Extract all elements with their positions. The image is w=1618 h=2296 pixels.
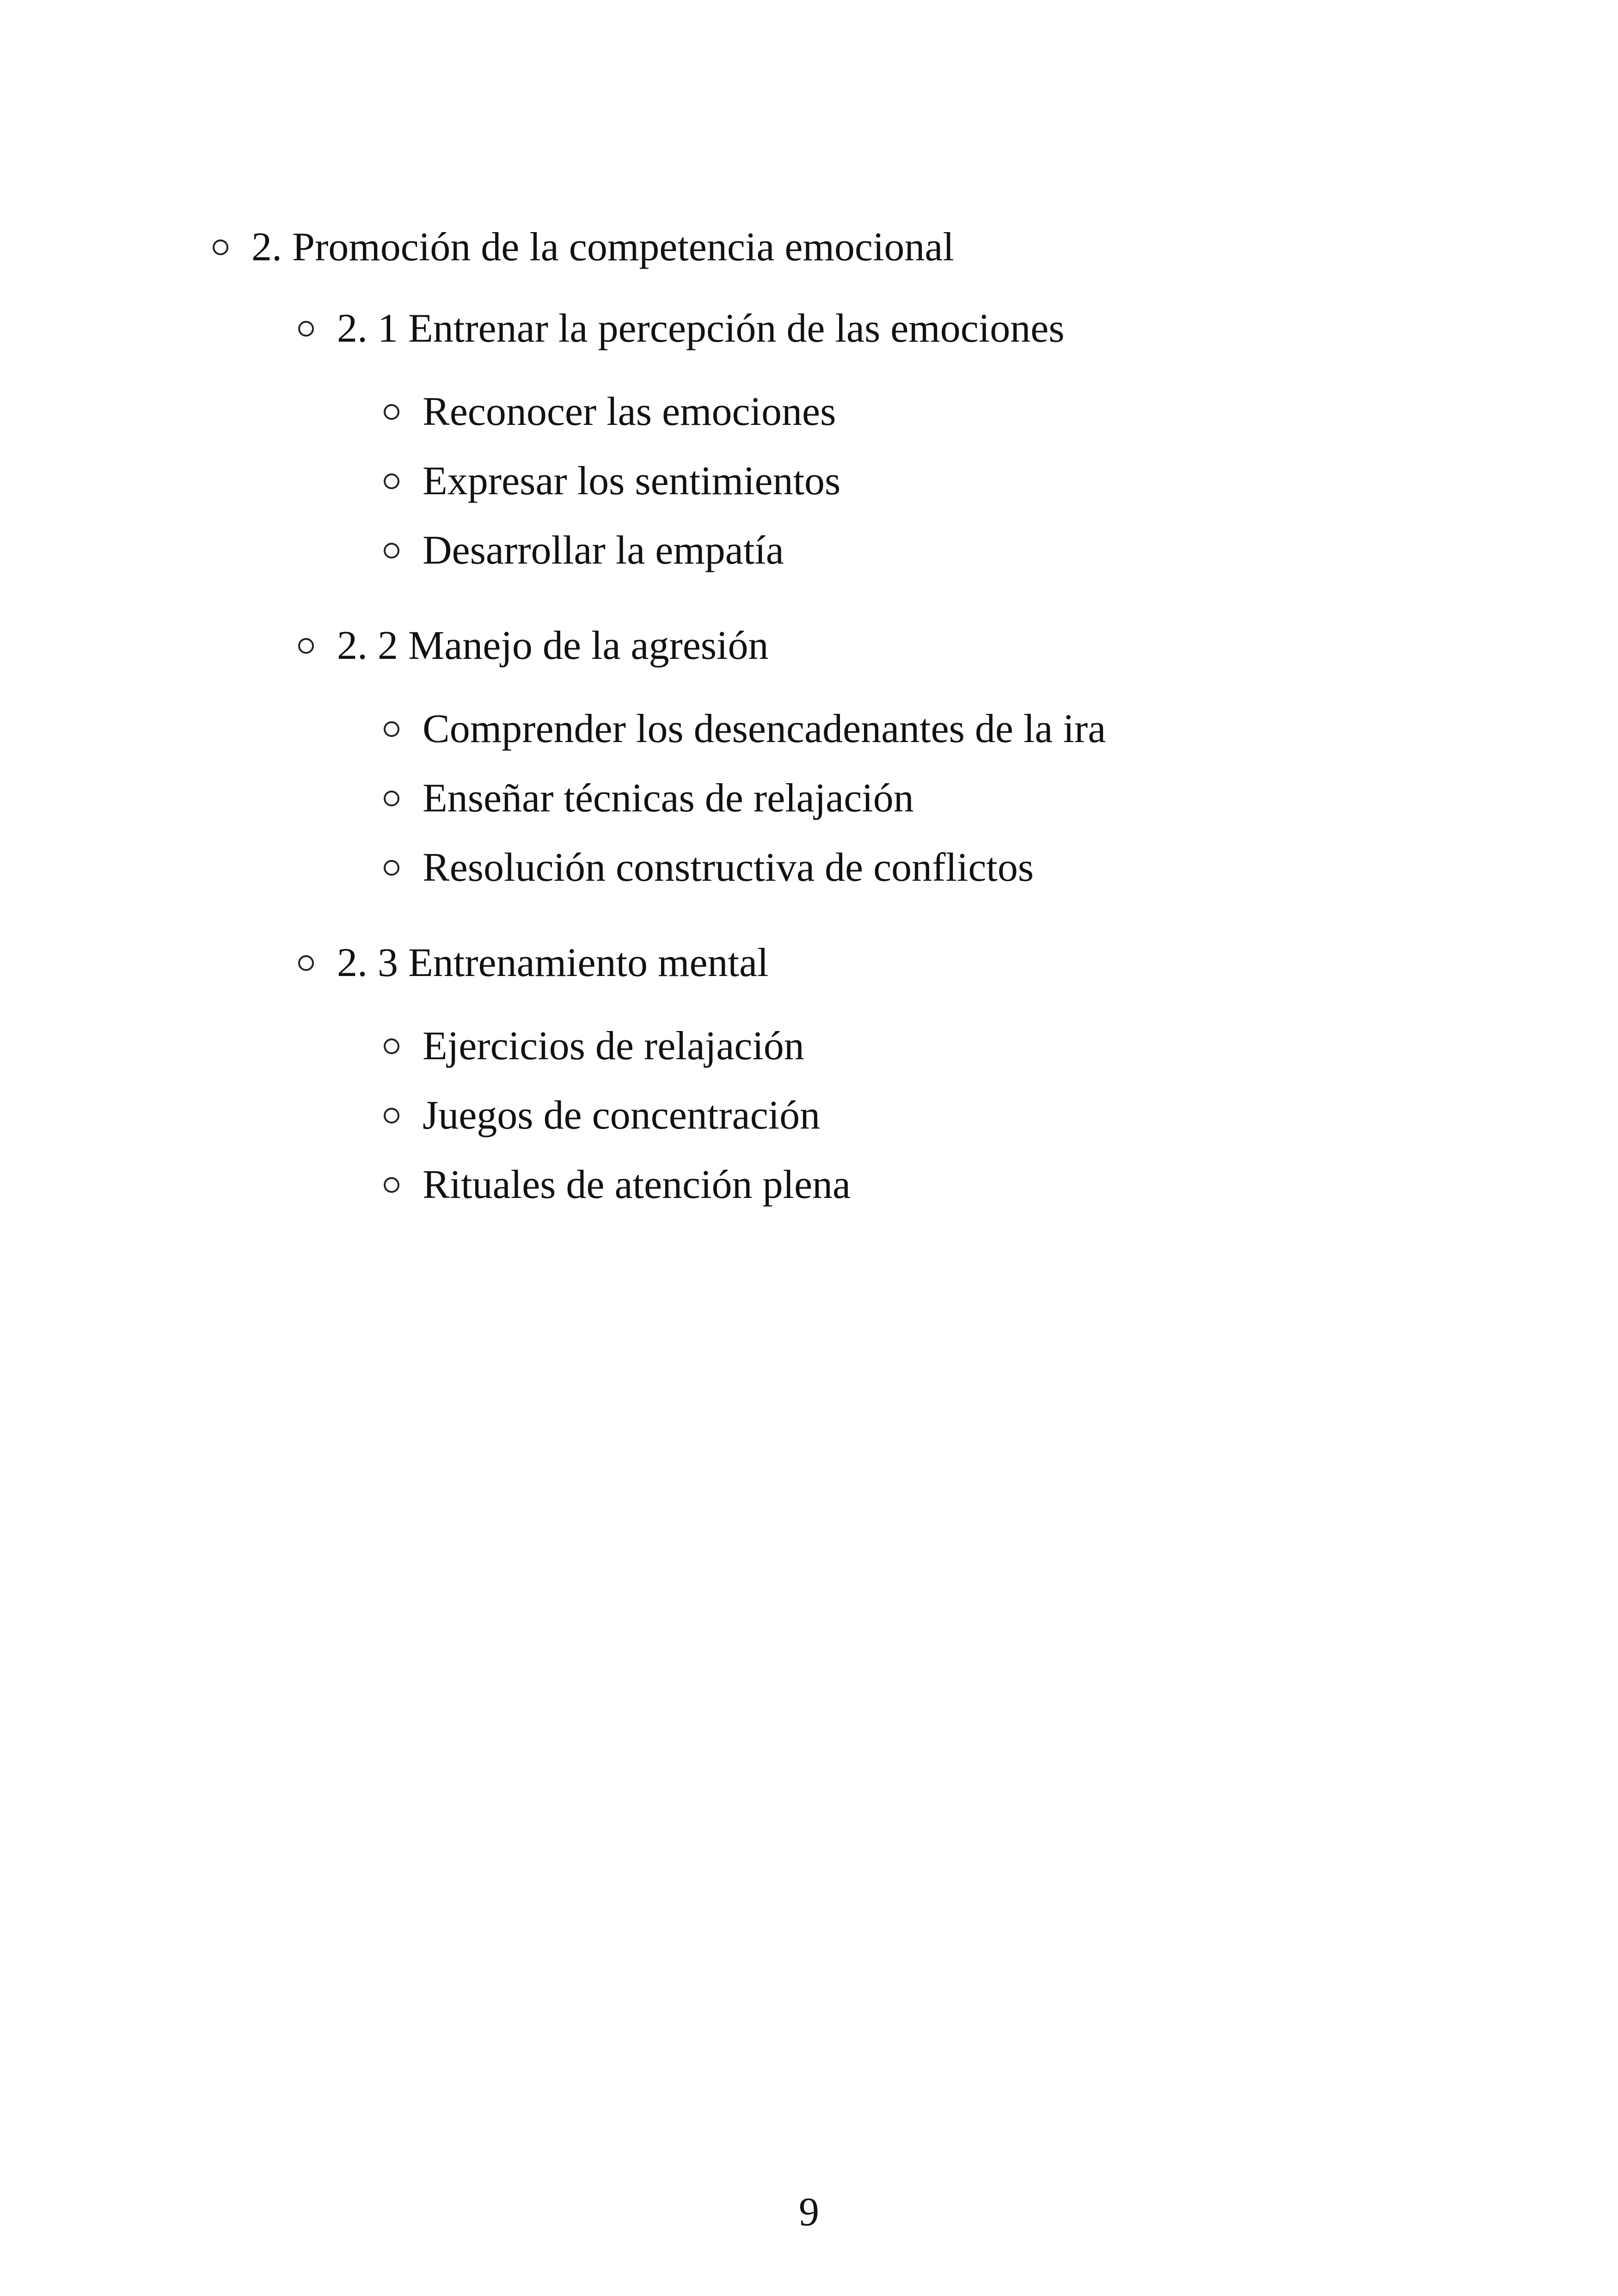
outline-list-item [384,704,1461,755]
outline-list-item [384,1160,1461,1210]
section-title: 2. 2 Manejo de la agresión [337,623,769,668]
list-item-text: Enseñar técnicas de relajación [423,776,914,821]
list-item-text: Desarrollar la empatía [423,528,784,573]
section-title: 2. 3 Entrenamiento mental [337,940,769,985]
outline-list-item [384,842,1461,893]
hollow-bullet-icon [384,860,399,876]
outline-section-heading [298,938,1461,988]
list-item-text: Expresar los sentimientos [423,459,841,503]
hollow-bullet-icon [384,721,399,737]
list-item-text: Ejercicios de relajación [423,1024,804,1068]
outline-list-item [384,1090,1461,1141]
main-item-text: 2. Promoción de la competencia emocional [251,225,954,270]
list-item-text: Reconocer las emociones [423,389,836,434]
outline-list-item [384,387,1461,437]
hollow-bullet-icon [298,321,314,337]
hollow-bullet-icon [384,791,399,806]
section-title: 2. 1 Entrenar la percepción de las emociones [337,306,1065,351]
list-item-text: Resolución constructiva de conflictos [423,845,1034,890]
list-item-text: Rituales de atención plena [423,1162,851,1207]
hollow-bullet-icon [384,473,399,489]
list-item-text: Juegos de concentración [423,1093,821,1138]
hollow-bullet-icon [384,1177,399,1193]
outline-list-item [384,773,1461,824]
outline-list-item [384,525,1461,576]
hollow-bullet-icon [298,638,314,654]
outline-list [213,222,1461,1210]
outline-main-item [213,222,1461,273]
hollow-bullet-icon [384,1108,399,1123]
outline-section-heading [298,303,1461,354]
hollow-bullet-icon [298,955,314,971]
list-item-text: Comprender los desencadenantes de la ira [423,706,1106,751]
hollow-bullet-icon [384,543,399,559]
outline-section-heading [298,620,1461,671]
hollow-bullet-icon [384,404,399,420]
page-number: 9 [799,2190,819,2235]
hollow-bullet-icon [213,239,228,255]
hollow-bullet-icon [384,1038,399,1054]
outline-list-item [384,1021,1461,1072]
outline-list-item [384,456,1461,507]
